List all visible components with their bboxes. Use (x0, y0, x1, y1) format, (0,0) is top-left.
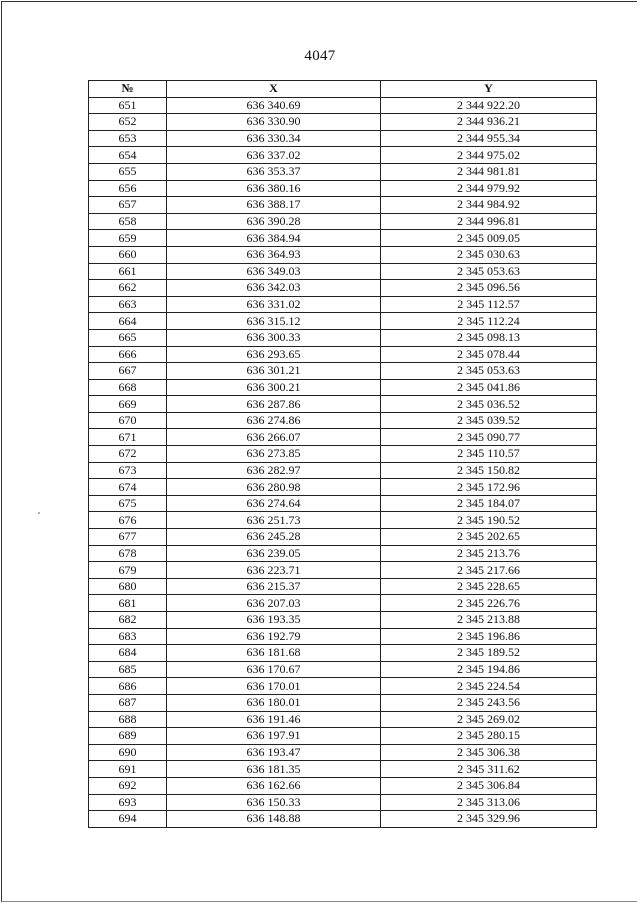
cell-number: 671 (89, 429, 167, 446)
cell-y: 2 345 098.13 (381, 329, 597, 346)
cell-y: 2 345 110.57 (381, 446, 597, 463)
cell-number: 672 (89, 446, 167, 463)
cell-y: 2 345 243.56 (381, 694, 597, 711)
table-row (89, 363, 597, 380)
cell-x: 636 388.17 (167, 197, 381, 214)
cell-y: 2 345 078.44 (381, 346, 597, 363)
cell-y: 2 344 955.34 (381, 130, 597, 147)
table-row (89, 230, 597, 247)
cell-y: 2 344 975.02 (381, 147, 597, 164)
cell-y: 2 345 224.54 (381, 678, 597, 695)
cell-x: 636 181.68 (167, 645, 381, 662)
cell-x: 636 170.01 (167, 678, 381, 695)
table-row (89, 529, 597, 546)
cell-y: 2 345 306.84 (381, 777, 597, 794)
table-row (89, 280, 597, 297)
table-row (89, 263, 597, 280)
table-row (89, 645, 597, 662)
cell-x: 636 181.35 (167, 761, 381, 778)
cell-x: 636 384.94 (167, 230, 381, 247)
table-row (89, 678, 597, 695)
page-number: 4047 (304, 48, 336, 64)
cell-y: 2 344 996.81 (381, 213, 597, 230)
cell-x: 636 193.35 (167, 612, 381, 629)
cell-x: 636 274.64 (167, 495, 381, 512)
cell-number: 670 (89, 412, 167, 429)
table-row (89, 396, 597, 413)
cell-x: 636 315.12 (167, 313, 381, 330)
cell-y: 2 345 189.52 (381, 645, 597, 662)
table-row (89, 446, 597, 463)
cell-x: 636 245.28 (167, 529, 381, 546)
cell-number: 685 (89, 661, 167, 678)
cell-x: 636 282.97 (167, 462, 381, 479)
cell-y: 2 344 981.81 (381, 163, 597, 180)
table-row (89, 694, 597, 711)
cell-number: 690 (89, 744, 167, 761)
cell-y: 2 344 979.92 (381, 180, 597, 197)
table-row (89, 379, 597, 396)
cell-number: 661 (89, 263, 167, 280)
table-row (89, 711, 597, 728)
table-row (89, 794, 597, 811)
cell-y: 2 345 213.76 (381, 545, 597, 562)
table-row (89, 744, 597, 761)
cell-x: 636 191.46 (167, 711, 381, 728)
cell-number: 689 (89, 728, 167, 745)
table-row (89, 612, 597, 629)
cell-y: 2 345 039.52 (381, 412, 597, 429)
cell-x: 636 207.03 (167, 595, 381, 612)
table-row (89, 728, 597, 745)
cell-x: 636 342.03 (167, 280, 381, 297)
cell-number: 664 (89, 313, 167, 330)
table-row (89, 163, 597, 180)
cell-number: 684 (89, 645, 167, 662)
cell-y: 2 345 041.86 (381, 379, 597, 396)
cell-number: 653 (89, 130, 167, 147)
cell-y: 2 345 194.86 (381, 661, 597, 678)
table-row (89, 130, 597, 147)
table-row (89, 197, 597, 214)
column-header-x: X (167, 81, 381, 98)
table-row (89, 811, 597, 828)
table-row (89, 114, 597, 131)
table-row (89, 512, 597, 529)
table-row (89, 661, 597, 678)
cell-y: 2 344 984.92 (381, 197, 597, 214)
cell-number: 665 (89, 329, 167, 346)
cell-number: 663 (89, 296, 167, 313)
table-row (89, 412, 597, 429)
cell-x: 636 170.67 (167, 661, 381, 678)
cell-number: 683 (89, 628, 167, 645)
cell-x: 636 330.90 (167, 114, 381, 131)
cell-y: 2 345 190.52 (381, 512, 597, 529)
cell-number: 691 (89, 761, 167, 778)
table-row (89, 479, 597, 496)
table-row (89, 777, 597, 794)
cell-y: 2 345 096.56 (381, 280, 597, 297)
cell-number: 676 (89, 512, 167, 529)
table-row (89, 313, 597, 330)
cell-y: 2 345 226.76 (381, 595, 597, 612)
cell-number: 660 (89, 246, 167, 263)
cell-y: 2 345 196.86 (381, 628, 597, 645)
table-row (89, 180, 597, 197)
cell-x: 636 353.37 (167, 163, 381, 180)
cell-y: 2 345 313.06 (381, 794, 597, 811)
cell-x: 636 180.01 (167, 694, 381, 711)
cell-number: 673 (89, 462, 167, 479)
cell-y: 2 345 053.63 (381, 263, 597, 280)
cell-number: 675 (89, 495, 167, 512)
cell-x: 636 197.91 (167, 728, 381, 745)
table-row (89, 296, 597, 313)
cell-y: 2 345 329.96 (381, 811, 597, 828)
cell-y: 2 345 030.63 (381, 246, 597, 263)
cell-x: 636 273.85 (167, 446, 381, 463)
cell-y: 2 345 311.62 (381, 761, 597, 778)
scan-speck (38, 512, 40, 514)
cell-x: 636 337.02 (167, 147, 381, 164)
cell-y: 2 345 112.24 (381, 313, 597, 330)
cell-x: 636 340.69 (167, 97, 381, 114)
table-row (89, 329, 597, 346)
cell-x: 636 300.33 (167, 329, 381, 346)
table-row (89, 147, 597, 164)
cell-x: 636 251.73 (167, 512, 381, 529)
cell-y: 2 345 112.57 (381, 296, 597, 313)
cell-number: 655 (89, 163, 167, 180)
cell-number: 678 (89, 545, 167, 562)
cell-number: 686 (89, 678, 167, 695)
cell-y: 2 345 172.96 (381, 479, 597, 496)
cell-number: 693 (89, 794, 167, 811)
cell-y: 2 344 922.20 (381, 97, 597, 114)
cell-x: 636 162.66 (167, 777, 381, 794)
cell-number: 669 (89, 396, 167, 413)
cell-number: 662 (89, 280, 167, 297)
cell-x: 636 148.88 (167, 811, 381, 828)
cell-number: 682 (89, 612, 167, 629)
cell-x: 636 330.34 (167, 130, 381, 147)
cell-x: 636 300.21 (167, 379, 381, 396)
table-row (89, 628, 597, 645)
cell-x: 636 364.93 (167, 246, 381, 263)
table-row (89, 213, 597, 230)
cell-x: 636 193.47 (167, 744, 381, 761)
cell-x: 636 280.98 (167, 479, 381, 496)
cell-x: 636 266.07 (167, 429, 381, 446)
cell-x: 636 215.37 (167, 578, 381, 595)
cell-x: 636 239.05 (167, 545, 381, 562)
cell-x: 636 150.33 (167, 794, 381, 811)
cell-y: 2 345 053.63 (381, 363, 597, 380)
cell-y: 2 345 228.65 (381, 578, 597, 595)
cell-y: 2 345 202.65 (381, 529, 597, 546)
cell-x: 636 380.16 (167, 180, 381, 197)
cell-number: 668 (89, 379, 167, 396)
cell-y: 2 345 184.07 (381, 495, 597, 512)
table-row (89, 429, 597, 446)
cell-y: 2 345 269.02 (381, 711, 597, 728)
cell-y: 2 345 036.52 (381, 396, 597, 413)
cell-number: 692 (89, 777, 167, 794)
cell-y: 2 345 306.38 (381, 744, 597, 761)
table-body (89, 97, 597, 827)
cell-number: 656 (89, 180, 167, 197)
cell-number: 652 (89, 114, 167, 131)
cell-y: 2 344 936.21 (381, 114, 597, 131)
cell-number: 681 (89, 595, 167, 612)
cell-number: 657 (89, 197, 167, 214)
table-row (89, 495, 597, 512)
column-header-y: Y (381, 81, 597, 98)
cell-number: 687 (89, 694, 167, 711)
cell-y: 2 345 150.82 (381, 462, 597, 479)
cell-number: 658 (89, 213, 167, 230)
table-row (89, 761, 597, 778)
cell-x: 636 223.71 (167, 562, 381, 579)
cell-number: 680 (89, 578, 167, 595)
coordinates-table (88, 80, 597, 828)
cell-number: 679 (89, 562, 167, 579)
table-row (89, 545, 597, 562)
cell-number: 674 (89, 479, 167, 496)
cell-number: 659 (89, 230, 167, 247)
cell-y: 2 345 217.66 (381, 562, 597, 579)
cell-y: 2 345 009.05 (381, 230, 597, 247)
table-row (89, 246, 597, 263)
cell-number: 677 (89, 529, 167, 546)
cell-number: 654 (89, 147, 167, 164)
cell-x: 636 301.21 (167, 363, 381, 380)
cell-x: 636 293.65 (167, 346, 381, 363)
cell-number: 667 (89, 363, 167, 380)
table-row (89, 562, 597, 579)
cell-number: 651 (89, 97, 167, 114)
cell-x: 636 192.79 (167, 628, 381, 645)
cell-x: 636 274.86 (167, 412, 381, 429)
cell-x: 636 349.03 (167, 263, 381, 280)
cell-number: 688 (89, 711, 167, 728)
cell-x: 636 287.86 (167, 396, 381, 413)
cell-number: 666 (89, 346, 167, 363)
cell-y: 2 345 213.88 (381, 612, 597, 629)
cell-x: 636 331.02 (167, 296, 381, 313)
table-row (89, 97, 597, 114)
table-row (89, 595, 597, 612)
table-row (89, 346, 597, 363)
cell-y: 2 345 280.15 (381, 728, 597, 745)
table-row (89, 462, 597, 479)
table-header-row (89, 81, 597, 98)
cell-number: 694 (89, 811, 167, 828)
column-header-number: № (89, 81, 167, 98)
table-row (89, 578, 597, 595)
cell-y: 2 345 090.77 (381, 429, 597, 446)
cell-x: 636 390.28 (167, 213, 381, 230)
